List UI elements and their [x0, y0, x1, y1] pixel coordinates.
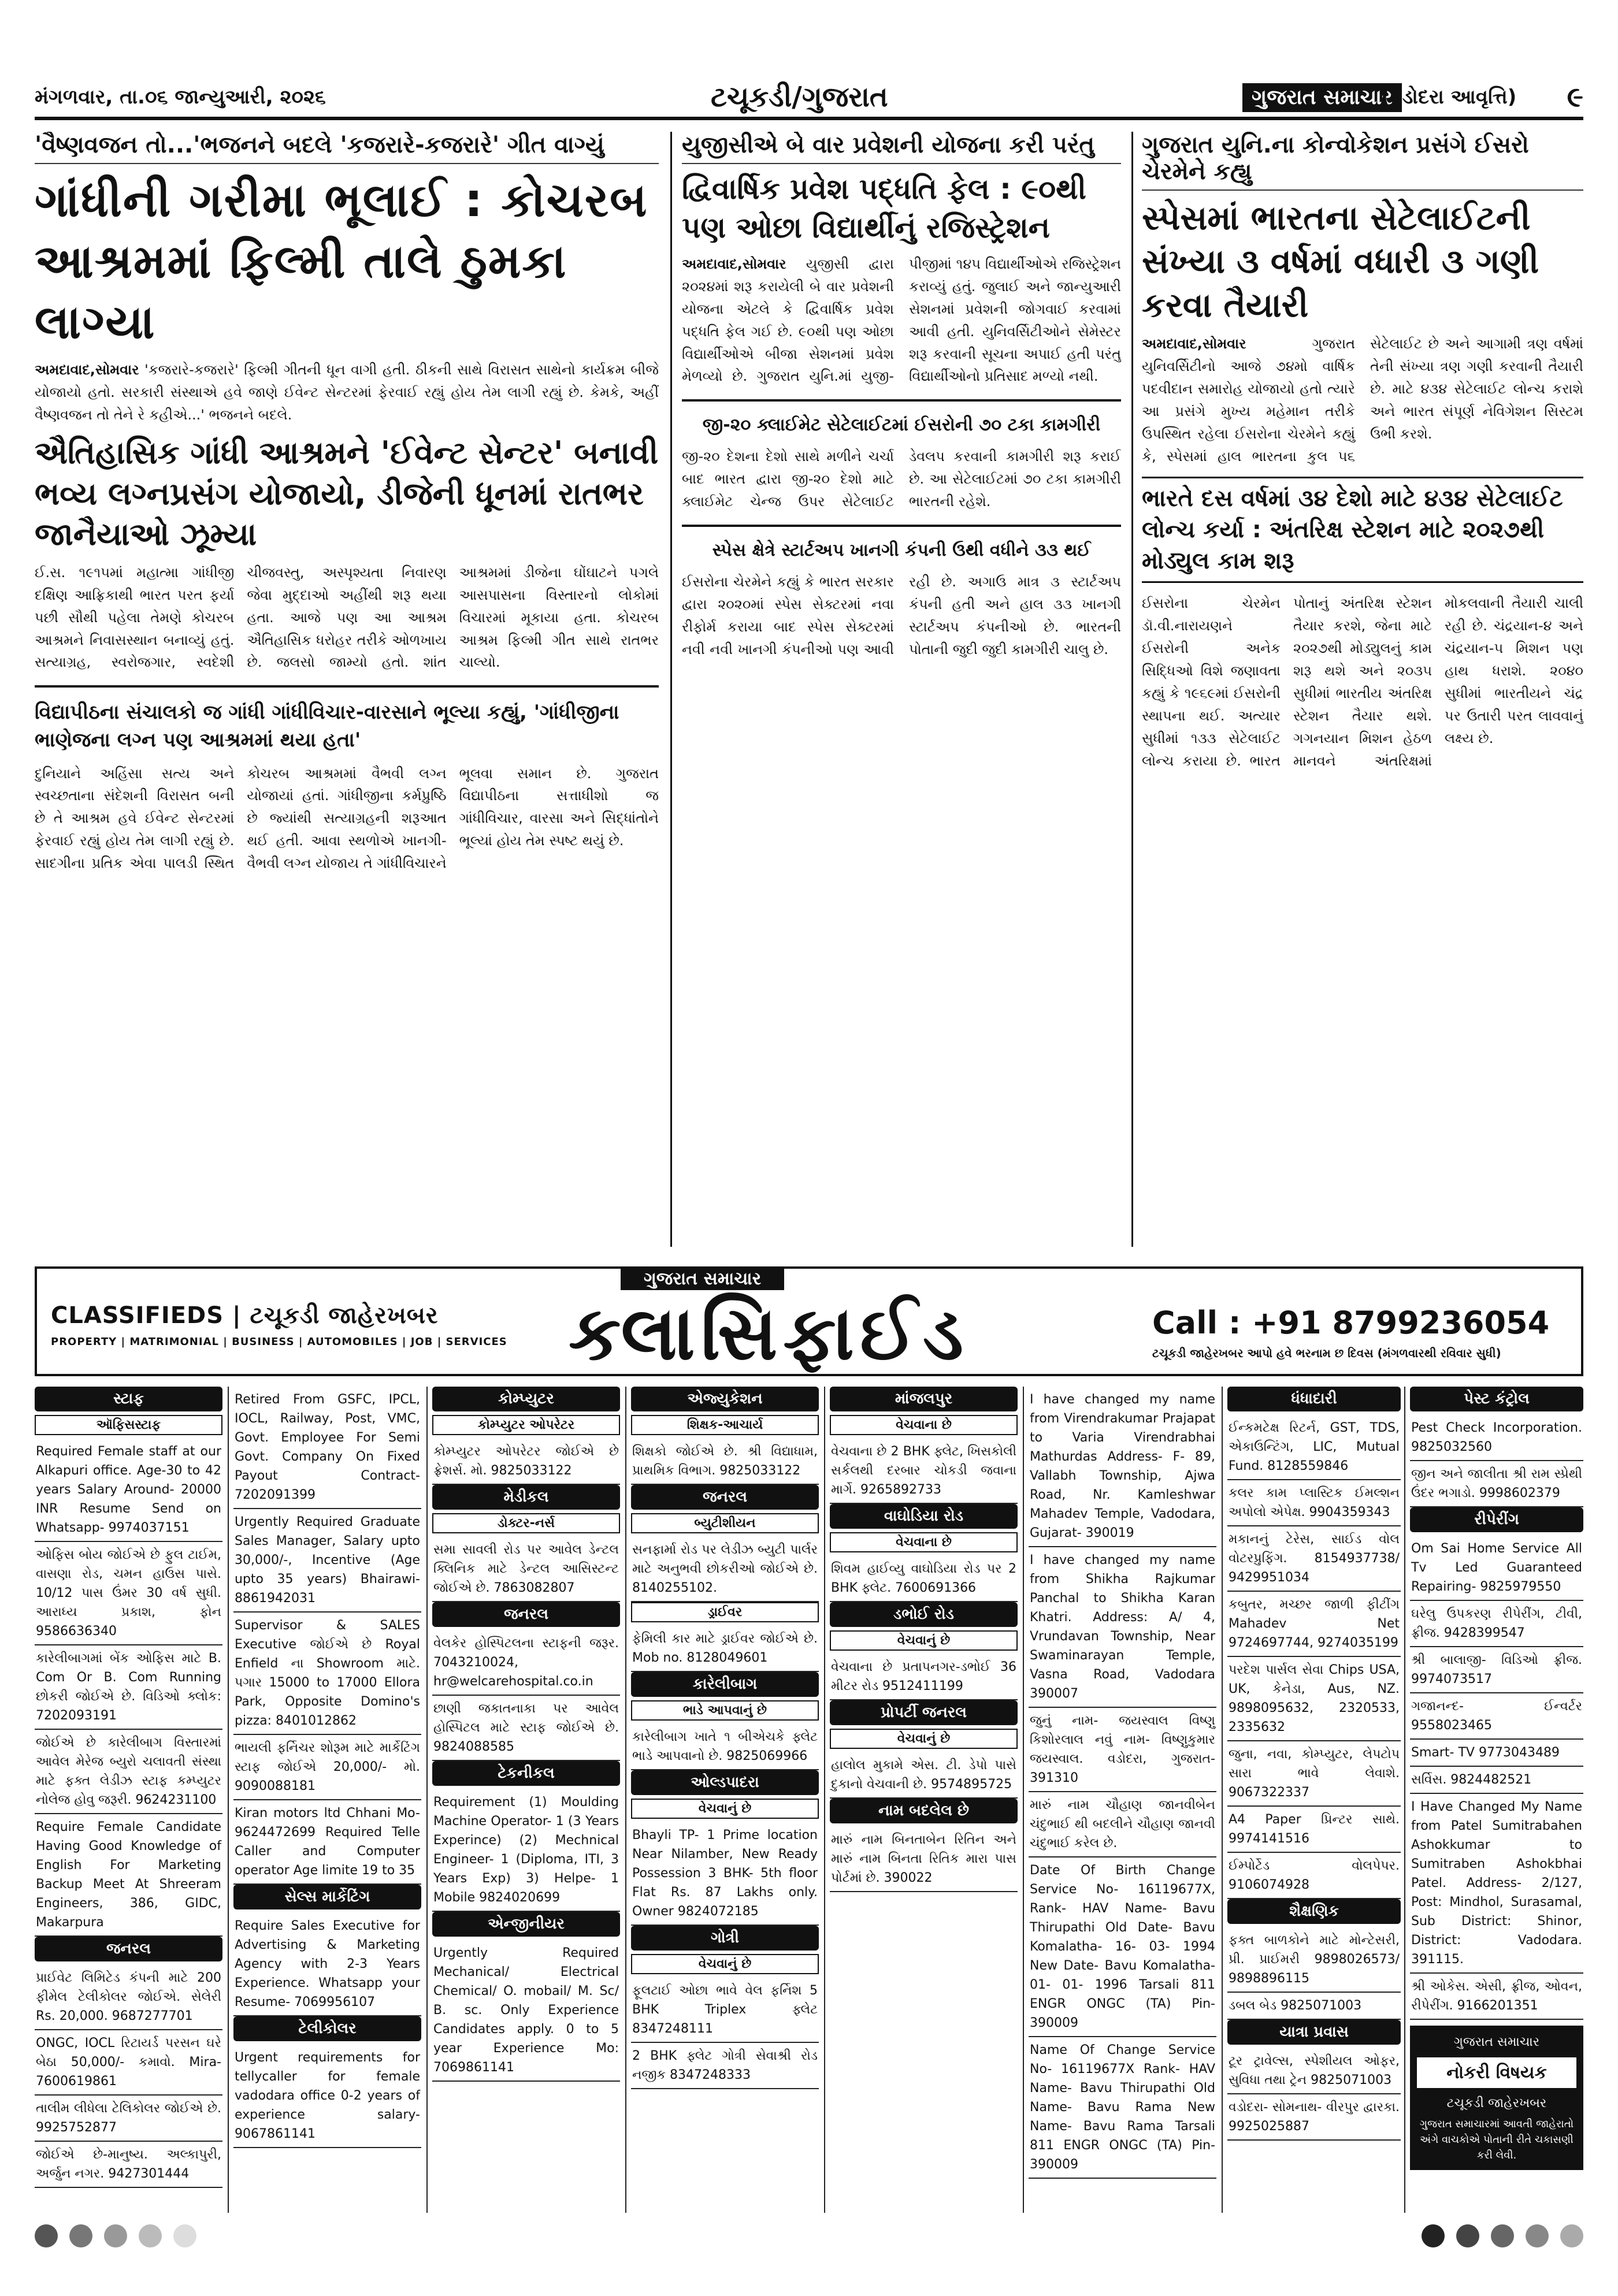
classified-ad: વેલકેર હોસ્પિટલના સ્ટાફની જરૂર. 7043210024, hr@welcarehospital.co.in [432, 1630, 620, 1696]
category-header: પ્રોપર્ટી જનરલ [830, 1700, 1018, 1725]
category-header: સેલ્સ માર્કેટિંગ [233, 1885, 421, 1909]
category-subheader: કોમ્પ્યુટર ઓપરેટર [432, 1415, 620, 1435]
ad-column-property [830, 1387, 1018, 2213]
classified-ad: ગજાનન્દ- ઈન્વર્ટર 9558023465 [1410, 1693, 1583, 1740]
section-title: ટચૂકડી/ગુજરાત [711, 81, 888, 113]
category-header: ઓલ્ડપાદરા [631, 1770, 819, 1795]
category-header: નામ બદલેલ છે [830, 1799, 1018, 1823]
story-body-2: જી-૨૦ દેશના દેશો સાથે મળીને ચર્ચા બાદ ભારત દ્વારા જી-૨૦ દેશો માટે ક્લાઈમેટ ચેન્જ ઉપર સેટેલાઈટ ડેવલપ કરવાની કામગીરી શરૂ કરાઈ છે. આ સેટેલાઈટમાં ૭૦ ટકા કામગીરી ભારતની રહેશે. [682, 448, 1121, 510]
column-rule [1131, 132, 1133, 1247]
brand-logo: ગુજરાત સમાચાર [1242, 83, 1402, 112]
classified-ad: વેચવાના છે 2 BHK ફ્લેટ, ખિસકોલી સર્કલથી દરબાર ચોકડી જવાના માર્ગે. 9265892733 [830, 1439, 1018, 1504]
ad-column-jobs [233, 1387, 421, 2213]
story-isro-satellites [1142, 132, 1583, 1247]
category-header: ટેલીકોલર [233, 2016, 421, 2041]
column-rule [625, 1387, 626, 2213]
classified-ad: Smart- TV 9773043489 [1410, 1740, 1583, 1767]
ad-column-computer [432, 1387, 620, 2213]
classified-ad: પ્રાઈવેટ લિમિટેડ કંપની માટે 200 ફીમેલ ટેલીકોલર જોઈએ. સેલેરી Rs. 20,000. 9687277701 [35, 1965, 222, 2030]
classified-ad: I Have Changed My Name from Patel Sumitrabahen Ashokkumar to Sumitraben Ashokbhai Patel. Address- 2/127, Post: Mindhol, Surasamal, Sub District: Shinor, District: Vadodara. 391115. [1410, 1794, 1583, 1974]
classified-ad: ફક્ત બાળકોને માટે મોન્ટેસરી, પ્રી. પ્રાઈમરી 9898026573/ 9898896115 [1227, 1927, 1401, 1993]
ad-column-education [631, 1387, 819, 2213]
dateline: અમદાવાદ,સોમવાર [1142, 336, 1246, 352]
classified-ad: ફૂલટાઈ ઓછા ભાવે વેલ ફર્નિશ 5 BHK Triplex ફ્લેટ 8347248111 [631, 1978, 819, 2043]
column-rule [1023, 1387, 1024, 2213]
classified-ad: I have changed my name from Virendrakumar Prajapat to Varia Virendrabhai Mathurdas Address- F- 89, Vallabh Township, Ajwa Road, Nr. Kamleshwar Mahadev Temple, Vadodara, Gujarat- 390019 [1029, 1387, 1216, 1547]
classified-ad: Require Female Candidate Having Good Knowledge of English For Marketing Backup Meet At Shreeram Engineers, 386, GIDC, Makarpura [35, 1814, 222, 1937]
issue-date: મંગળવાર, તા.૦૬ જાન્યુઆરી, ૨૦૨૬ [35, 86, 326, 109]
story-gandhi-ashram [35, 132, 659, 1247]
classified-ad: શ્રી બાલાજી- વિડિઓ ફ્રીજ. 9974073517 [1410, 1647, 1583, 1693]
story-kicker: ગુજરાત યુનિ.ના કોન્વોકેશન પ્રસંગે ઈસરો ચેરમેને કહ્યુ [1142, 132, 1583, 191]
story-body: ઈ.સ. ૧૯૧૫માં મહાત્મા ગાંધીજી દક્ષિણ આફ્રિકાથી ભારત પરત ફર્યા પછી સૌથી પહેલા તેમણે કોચરબ આશ્રમને નિવાસસ્થાન બનાવ્યું હતું. સત્યાગ્રહ, સ્વરોજગાર, સ્વદેશી ચીજવસ્તુ, અસ્પૃશ્યતા નિવારણ જેવા મુદ્દાઓ અહીંથી શરૂ થયા હતા. આજે પણ આ આશ્રમ ઐતિહાસિક ધરોહર તરીકે ઓળખાય છે. જલસો જામ્યો હતો. શાંત આશ્રમમાં ડીજેના ઘોંઘાટને પગલે આસપાસના વિસ્તારનો લોકોમાં વિચારમાં મૂકાયા હતા. કોચરબ આશ્રમ ફિલ્મી ગીત સાથે રાતભર ચાલ્યો. [35, 564, 659, 671]
classifieds-categories: PROPERTY | MATRIMONIAL | BUSINESS | AUTOMOBILES | JOB | SERVICES [51, 1336, 507, 1348]
registration-marks [35, 2224, 1583, 2247]
divider [35, 685, 659, 688]
classified-ad: સનફાર્મા રોડ પર લેડીઝ બ્યુટી પાર્લર માટે અનુભવી છોકરીઓ જોઈએ છે. 8140255102. [631, 1537, 819, 1602]
reg-dot [35, 2224, 58, 2247]
classified-ad: Bhayli TP- 1 Prime location Near Nilamber, New Ready Possession 3 BHK- 5th floor Flat Rs. 87 Lakhs only. Owner 9824072185 [631, 1822, 819, 1926]
classified-ad: કબુતર, મચ્છર જાળી ફીટીંગ Mahadev Net 9724697744, 9274035199 [1227, 1592, 1401, 1657]
category-subheader: વેચવાના છે [830, 1532, 1018, 1552]
classified-ad: 2 BHK ફ્લેટ ગોત્રી સેવાશ્રી રોડ નજીક 8347248333 [631, 2043, 819, 2089]
reg-dot [1456, 2224, 1479, 2247]
classified-ad: A4 Paper પ્રિન્ટર સાથે. 9974141516 [1227, 1807, 1401, 1853]
divider [682, 399, 1121, 402]
reg-dot [1560, 2224, 1583, 2247]
category-subheader: ડ્રાઈવર [631, 1602, 819, 1622]
classified-ad: હાલોલ મુકામે એસ. ટી. ડેપો પાસે દુકાનો વેચવાની છે. 9574895725 [830, 1752, 1018, 1799]
story-headline: સ્પેસમાં ભારતના સેટેલાઈટની સંખ્યા ૩ વર્ષમાં વધારી ૩ ગણી કરવા તૈયારી [1142, 198, 1539, 325]
classified-ad: ONGC, IOCL રિટાયર્ડ પરસન ઘરે બેઠા 50,000/- કમાવો. Mira- 7600619861 [35, 2030, 222, 2096]
column-rule [426, 1387, 428, 2213]
category-header: ગોત્રી [631, 1926, 819, 1951]
story-headline: ગાંધીની ગરીમા ભૂલાઈ : કોચરબ આશ્રમમાં ફિલ્મી તાલે ઠુમકા લાગ્યા [35, 173, 648, 350]
column-rule [1222, 1387, 1223, 2213]
classified-ad: I have changed my name from Shikha Rajkumar Panchal to Shikha Karan Khatri. Address: A/ 4, Vrundavan Township, Near Swaminarayan Temple, Vasna Road, Vadodara 390007 [1029, 1547, 1216, 1708]
brand-logo: ગુજરાત સમાચાર [621, 1268, 784, 1290]
story-subhead-3: સ્પેસ ક્ષેત્રે સ્ટાર્ટઅપ ખાનગી કંપની ઉથી વધીને ૩૩ થઈ [712, 540, 1091, 560]
classified-ad: જુના, નવા, કોમ્પ્યુટર, લેપટોપ સારા ભાવે લેવાશે. 9067322337 [1227, 1741, 1401, 1807]
category-header: યાત્રા પ્રવાસ [1227, 2020, 1401, 2045]
classified-ad: Require Sales Executive for Advertising & Marketing Agency with 2-3 Years Experience. Whatsapp your Resume- 7069956107 [233, 1913, 421, 2016]
classified-ad: ફેમિલી કાર માટે ડ્રાઈવર જોઈએ છે. Mob no. 8128049601 [631, 1626, 819, 1672]
category-subheader: ડોક્ટર-નર્સ [432, 1513, 620, 1533]
category-subheader: ઑફિસસ્ટાફ [35, 1415, 222, 1435]
classified-ad: કારેલીબાગમાં બેંક ઓફિસ માટે B. Com Or B. Com Running છોકરી જોઈએ છે. વિડિઓ ક્લોક: 7202093191 [35, 1645, 222, 1730]
story-kicker: યુજીસીએ બે વાર પ્રવેશની યોજના કરી પરંતુ [682, 132, 1121, 164]
category-header: વાઘોડિયા રોડ [830, 1504, 1018, 1529]
category-header: જનરલ [432, 1602, 620, 1627]
category-header: પેસ્ટ કંટ્રોલ [1410, 1387, 1583, 1411]
reg-dot [139, 2224, 162, 2247]
classified-ad: Urgent requirements for tellycaller for female vadodara office 0-2 years of experience salary- 9067861141 [233, 2045, 421, 2148]
reg-dot [1526, 2224, 1549, 2247]
dateline: અમદાવાદ,સોમવાર [682, 256, 786, 272]
classified-ad: શ્રી ઓકેસ. એસી, ફ્રીજ, ઓવન, રીપેરીંગ. 9166201351 [1410, 1974, 1583, 2020]
category-header: કોમ્પ્યુટર [432, 1387, 620, 1411]
classified-ad: Om Sai Home Service All Tv Led Guaranteed Repairing- 9825979550 [1410, 1536, 1583, 1601]
classified-ad: ભાયલી ફર્નિચર શોરૂમ માટે માર્કેટિંગ સ્ટાફ જોઈએ 20,000/- મો. 9090088181 [233, 1735, 421, 1800]
story-body: યુજીસી દ્વારા ૨૦૨૪માં શરૂ કરાયેલી બે વાર પ્રવેશની યોજના એટલે કે દ્વિવાર્ષિક પ્રવેશ પદ્ધતિ ફેલ ગઈ છે. ૯૦થી પણ ઓછા વિદ્યાર્થીઓએ બીજા સેશનમાં પ્રવેશ મેળવ્યો છે. ગુજરાત યુનિ.માં યુજી-પીજીમાં ૧૪૫ વિદ્યાર્થીઓએ રજિસ્ટ્રેશન કરાવ્યું હતું. જુલાઈ અને જાન્યુઆરી સેશનમાં પ્રવેશની જોગવાઈ કરવામાં આવી હતી. યુનિવર્સિટીઓને સેમેસ્ટર શરૂ કરવાની સૂચના અપાઈ હતી પરંતુ વિદ્યાર્થીઓનો પ્રતિસાદ મળ્યો નથી. [682, 256, 1121, 385]
category-subheader: વેચવાનું છે [631, 1799, 819, 1819]
ad-column-staff [35, 1387, 222, 2213]
classified-ad: કારેલીબાગ ખાતે ૧ બીએચકે ફ્લેટ ભાડે આપવાનો છે. 9825069966 [631, 1724, 819, 1770]
category-subheader: ભાડે આપવાનું છે [631, 1700, 819, 1721]
story-lead: 'કજરારે-કજરારે' ફિલ્મી ગીતની ધૂન વાગી હતી. ઠીકની સાથે વિરાસત સાથેનો કાર્યક્રમ બીજે યોજાયો હતો. સરકારી સંસ્થાએ હવે જાણે ઈવેન્ટ સેન્ટરમાં ફેરવાઈ રહ્યું હોય તેમ લાગી રહ્યું છે. કેમકે, અહીં વૈષ્ણવજન તો તેને રે કહીએ...' ભજનને બદલે. [35, 361, 659, 423]
category-header: રીપેરીંગ [1410, 1507, 1583, 1532]
classified-ad: મારું નામ ચૌહાણ જાનવીબેન ચંદુભાઈ થી બદલીને ચૌહાણ જાનવી ચંદુભાઈ કરેલ છે. [1029, 1792, 1216, 1857]
story-ugc-admission [682, 132, 1121, 1247]
classified-ad: જોઈએ છે કારેલીબાગ વિસ્તારમાં આવેલ મેરેજ બ્યુરો ચલાવતી સંસ્થા માટે ફક્ત લેડીઝ સ્ટાફ કમ્પ્યુટર નોલેજ હોવુ જરૂરી. 9624231100 [35, 1730, 222, 1814]
classified-ad: ટૂર ટ્રાવેલ્સ, સ્પેશીયલ ઓફર, સુવિધા તથા ટ્રેન 9825071003 [1227, 2048, 1401, 2094]
column-rule [1404, 1387, 1405, 2213]
call-note: ટચૂકડી જાહેરખબર આપો હવે ભરનામ છ દિવસ (મંગળવારથી રવિવાર સુધી) [1152, 1346, 1501, 1360]
classified-ad: Urgently Required Graduate Sales Manager, Salary upto 30,000/-, Incentive (Age upto 35 years) Bhairawi- 8861942031 [233, 1509, 421, 1613]
classified-ad: જીન અને જાલીતા શ્રી રામ સ્પ્રેથી ઉંદર ભગાડો. 9998602379 [1410, 1461, 1583, 1507]
promo-subtitle: ટચૂકડી જાહેરખબર [1446, 2096, 1547, 2111]
classified-ad: ડબલ બેડ 9825071003 [1227, 1993, 1401, 2020]
classified-ad: ઈન્કમટેક્ષ રિટર્ન, GST, TDS, એકાઉન્ટિંગ, LIC, Mutual Fund. 8128559846 [1227, 1415, 1401, 1480]
classified-ad: Date Of Birth Change Service No- 16119677X, Rank- HAV Name- Bavu Thirupathi Old Date- Bavu Komalatha- 16- 03- 1994 New Date- Bavu Komalatha- 01- 01- 1996 Tarsali 811 ENGR ONGC (TA) Pin- 390009 [1029, 1857, 1216, 2037]
classified-ad: Supervisor & SALES Executive જોઈએ છે Royal Enfield ના Showroom માટે. પગાર 15000 to 17000 Ellora Park, Opposite Domino's pizza: 8401012862 [233, 1613, 421, 1735]
reg-dot [1491, 2224, 1514, 2247]
category-header: એન્જીનીયર [432, 1912, 620, 1937]
classified-ad: Pest Check Incorporation. 9825032560 [1410, 1415, 1583, 1461]
story-body-3: ઈસરોના ચેરમેને કહ્યું કે ભારત સરકાર દ્વારા ૨૦૨૦માં સ્પેસ સેક્ટરમાં નવા રીફોર્મ કરાયા બાદ સ્પેસ સેક્ટરમાં નવી નવી ખાનગી કંપનીઓ પણ આવી રહી છે. અગાઉ માત્ર ૩ સ્ટાર્ટઅપ કંપની હતી અને હાલ ૩૩ ખાનગી સ્ટાર્ટઅપ કંપનીઓ છે. ભારતની પોતાની જુદી જુદી કામગીરી ચાલુ છે. [682, 573, 1121, 657]
category-header: જનરલ [35, 1937, 222, 1961]
reg-dot [104, 2224, 127, 2247]
classified-ad: સમા સાવલી રોડ પર આવેલ ડેન્ટલ ક્લિનિક માટે ડેન્ટલ આસિસ્ટન્ટ જોઈએ છે. 7863082807 [432, 1537, 620, 1602]
promo-note: ગુજરાત સમાચારમાં આવતી જાહેરાતો અંગે વાચકોએ પોતાની રીતે ચકાસણી કરી લેવી. [1419, 2118, 1574, 2161]
category-header: ધંધાદારી [1227, 1387, 1401, 1411]
classified-ad: છાણી જકાતનાકા પર આવેલ હોસ્પિટલ માટે સ્ટાફ જોઈએ છે. 9824088585 [432, 1696, 620, 1761]
category-header: ટેકનીકલ [432, 1761, 620, 1786]
column-rule [228, 1387, 229, 2213]
classified-ad: Urgently Required Mechanical/ Electrical Chemical/ O. mobail/ M. Sc/ B. sc. Only Experience Candidates apply. 0 to 5 year Experience Mo: 7069861141 [432, 1940, 620, 2082]
classifieds-banner [35, 1266, 1583, 1376]
story-subhead-2: વિદ્યાપીઠના સંચાલકો જ ગાંધી ગાંધીવિચાર-વારસાને ભૂલ્યા કહ્યું, 'ગાંધીજીના ભાણેજના લગ્ન પણ આશ્રમમાં થયા હતા' [35, 701, 619, 752]
category-subheader: શિક્ષક-આચાર્ય [631, 1415, 819, 1435]
edition-label: (વડોદરા આવૃત્તિ) [1381, 86, 1517, 109]
ad-column-business [1227, 1387, 1401, 2213]
classified-ad: સર્વિસ. 9824482521 [1410, 1767, 1583, 1794]
category-subheader: વેચવાનું છે [830, 1729, 1018, 1749]
classified-ad: જોઈએ છે-માનુષ્ય. અલ્કાપુરી, અર્જુન નગર. 9427301444 [35, 2142, 222, 2188]
promo-title: નોકરી વિષયક [1417, 2057, 1576, 2088]
classified-ad: Required Female staff at our Alkapuri office. Age-30 to 42 years Salary Around- 20000 INR Resume Send on Whatsapp- 9974037151 [35, 1439, 222, 1542]
story-headline: દ્વિવાર્ષિક પ્રવેશ પદ્ધતિ ફેલ : ૯૦થી પણ ઓછા વિદ્યાર્થીનું રજિસ્ટ્રેશન [682, 172, 1086, 244]
classified-ad: શિક્ષકો જોઈએ છે. શ્રી વિદ્યાધામ, પ્રાથમિક વિભાગ. 9825033122 [631, 1439, 819, 1485]
page-header [35, 79, 1583, 120]
brand-logo: ગુજરાત સમાચાર [1453, 2035, 1540, 2049]
classified-ad: Requirement (1) Moulding Machine Operator- 1 (3 Years Experince) (2) Mechnical Engineer- 1 (Diploma, ITI, 3 Years Exp) 3) Helpe- 1 Mobile 9824020699 [432, 1789, 620, 1912]
story-body: ગુજરાત યુનિવર્સિટીનો આજે ૭૪મો વાર્ષિક પદવીદાન સમારોહ યોજાયો હતો ત્યારે આ પ્રસંગે મુખ્ય મહેમાન તરીકે ઉપસ્થિત રહેલા ઈસરોના ચેરમેને કહ્યું કે, સ્પેસમાં હાલ ભારતના કુલ ૫૬ સેટેલાઈટ છે અને આગામી ત્રણ વર્ષમાં તેની સંખ્યા ત્રણ ગણી કરવાની તૈયારી છે. માટે ૪૩૪ સેટેલાઈટ લોન્ચ કરાશે અને ભારત સંપૂર્ણ નેવિગેશન સિસ્ટમ ઉભી કરશે. [1142, 336, 1583, 465]
classified-ad: ઓફિસ બોય જોઈએ છે ફુલ ટાઈમ, વાસણા રોડ, ચમન હાઉસ પાસે. 10/12 પાસ ઉંમર 30 વર્ષ સુધી. આરાધ્ય પ્રકાશ, ફોન 9586636340 [35, 1542, 222, 1645]
reg-dot [173, 2224, 196, 2247]
classifieds-title-gu: ક્લાસિફાઈડ [569, 1291, 970, 1377]
column-rule [670, 132, 672, 1247]
promo-box [1410, 2026, 1583, 2170]
column-rule [824, 1387, 825, 2213]
ad-column-services [1410, 1387, 1583, 2213]
category-header: મેડીકલ [432, 1485, 620, 1510]
classified-ad: Retired From GSFC, IPCL, IOCL, Railway, Post, VMC, Govt. Employee For Semi Govt. Company On Fixed Payout Contract- 7202091399 [233, 1387, 421, 1509]
category-header: માંજલપુર [830, 1387, 1018, 1411]
classified-ad: વડોદરા- સોમનાથ- વીરપુર દ્વારકા. 9925025887 [1227, 2094, 1401, 2141]
story-subhead: ઐતિહાસિક ગાંધી આશ્રમને 'ઈવેન્ટ સેન્ટર' બનાવી ભવ્ય લગ્નપ્રસંગ યોજાયો, ડીજેની ધૂનમાં રાતભર જાનૈયાઓ ઝૂમ્યા [35, 434, 659, 552]
category-header: ડભોઈ રોડ [830, 1602, 1018, 1627]
classified-ad: શિવમ હાઈવ્યુ વાઘોડિયા રોડ પર 2 BHK ફ્લેટ. 7600691366 [830, 1556, 1018, 1602]
classified-ad: Name Of Change Service No- 16119677X Rank- HAV Name- Bavu Thirupathi Old Name- Bavu Rama New Name- Bavu Rama Tarsali 811 ENGR ONGC (TA) Pin- 390009 [1029, 2037, 1216, 2179]
story-subhead: ભારતે દસ વર્ષમાં ૩૪ દેશો માટે ૪૩૪ સેટેલાઈટ લોન્ચ કર્યા : અંતરિક્ષ સ્ટેશન માટે ૨૦૨૭થી મોડ્યુલ કામ શરૂ [1142, 477, 1583, 583]
classified-ad: જુનું નામ- જયસ્વાલ વિષ્ણુ કિશોરલાલ નવું નામ- વિષ્ણુકુમાર જયસ્વાલ. વડોદરા, ગુજરાત- 391310 [1029, 1708, 1216, 1792]
reg-dot [1422, 2224, 1445, 2247]
classified-ad: Kiran motors ltd Chhani Mo- 9624472699 Required Telle Caller and Computer operator Age limite 19 to 35 [233, 1800, 421, 1885]
category-header: કારેલીબાગ [631, 1672, 819, 1697]
story-kicker: 'વૈષ્ણવજન તો...'ભજનને બદલે 'કજરારે-કજરારે' ગીત વાગ્યું [35, 132, 659, 164]
classified-ad: કોમ્પ્યુટર ઓપરેટર જોઈએ છે ફ્રેશર્સ. મો. 9825033122 [432, 1439, 620, 1485]
story-body-2: ઈસરોના ચેરમેન ડૉ.વી.નારાયણને ઈસરોની અનેક સિદ્ધિઓ વિશે જણાવતા કહ્યું કે ૧૯૬૯માં ઈસરોની સ્થાપના થઈ. અત્યાર સુધીમાં ૧૩૩ સેટેલાઈટ લોન્ચ કરાયા છે. ભારત પોતાનું અંતરિક્ષ સ્ટેશન તૈયાર કરશે, જેના માટે ૨૦૨૭થી મોડ્યુલનું કામ શરૂ થશે અને ૨૦૩૫ સુધીમાં ભારતીય અંતરિક્ષ સ્ટેશન તૈયાર થશે. ગગનયાન મિશન હેઠળ માનવને અંતરિક્ષમાં મોકલવાની તૈયારી ચાલી રહી છે. ચંદ્રયાન-૪ અને ચંદ્રયાન-૫ મિશન પણ હાથ ધરાશે. ૨૦૪૦ સુધીમાં ભારતીયને ચંદ્ર પર ઉતારી પરત લાવવાનું લક્ષ્ય છે. [1142, 595, 1583, 769]
category-subheader: વેચવાનું છે [631, 1954, 819, 1974]
classified-ad: ઈમ્પોર્ટેડ વોલપેપર. 9106074928 [1227, 1853, 1401, 1899]
category-header: શૈક્ષણિક [1227, 1899, 1401, 1924]
dateline: અમદાવાદ,સોમવાર [35, 361, 139, 378]
category-subheader: બ્યુટીશીયન [631, 1513, 819, 1533]
classified-ad: તાલીમ લીધેલા ટેલિકોલર જોઈએ છે. 9925752877 [35, 2096, 222, 2142]
category-header: સ્ટાફ [35, 1387, 222, 1411]
classified-ad: ઘરેલુ ઉપકરણ રીપેરીંગ, ટીવી, ફ્રીજ. 9428399547 [1410, 1601, 1583, 1647]
classified-ad: મકાનનું ટેરેસ, સાઈડ વોલ વોટરપ્રુફિંગ. 8154937738/ 9429951034 [1227, 1526, 1401, 1592]
classified-ad: મારું નામ બિનતાબેન રિતિન અને મારું નામ બિનતા રિતિક મારા પાસ પોર્ટમાં છે. 390022 [830, 1827, 1018, 1892]
category-header: એજ્યુકેશન [631, 1387, 819, 1411]
page-number: ૯ [1567, 81, 1583, 113]
story-subhead: જી-૨૦ ક્લાઈમેટ સેટેલાઈટમાં ઈસરોની ૭૦ ટકા કામગીરી [702, 415, 1101, 436]
category-header: જનરલ [631, 1485, 819, 1510]
classifieds-title-en: CLASSIFIEDS | ટચૂકડી જાહેરખબર [51, 1302, 439, 1329]
ad-column-name-change [1029, 1387, 1216, 2213]
category-subheader: વેચવાના છે [830, 1415, 1018, 1435]
call-number: Call : +91 8799236054 [1152, 1305, 1550, 1341]
divider [682, 525, 1121, 527]
story-body-2: દુનિયાને અહિંસા સત્ય અને સ્વચ્છતાના સંદેશની વિરાસત બની છે તે આશ્રમ હવે ઈવેન્ટ સેન્ટરમાં ફેરવાઈ રહ્યું હોય તેમ લાગી રહ્યું છે. સાદગીના પ્રતિક એવા પાલડી સ્થિત કોચરબ આશ્રમમાં વૈભવી લગ્ન યોજાયાં હતાં. ગાંધીજીના કર્મપ્રુષ્ઠિ છે જ્યાંથી સત્યાગ્રહની શરૂઆત થઈ હતી. આવા સ્થળોએ ખાનગી-વૈભવી લગ્ન યોજાય તે ગાંધીવિચારને ભૂલવા સમાન છે. ગુજરાત વિદ્યાપીઠના સત્તાધીશો જ ગાંધીવિચાર, વારસા અને સિદ્ધાંતોને ભૂલ્યાં હોય તેમ સ્પષ્ટ થયું છે. [35, 765, 659, 872]
category-subheader: વેચવાનું છે [830, 1630, 1018, 1651]
reg-dot [69, 2224, 92, 2247]
classified-ad: કલર કામ પ્લાસ્ટિક ઈમલ્શન અપોલો એપેક્ષ. 9904359343 [1227, 1480, 1401, 1526]
classified-ad: વેચવાના છે પ્રતાપનગર-ડભોઈ 36 મીટર રોડ 9512411199 [830, 1654, 1018, 1700]
classified-ad: પરદેશ પાર્સલ સેવા Chips USA, UK, કેનેડા, Aus, NZ. 9898095632, 2320533, 2335632 [1227, 1657, 1401, 1741]
